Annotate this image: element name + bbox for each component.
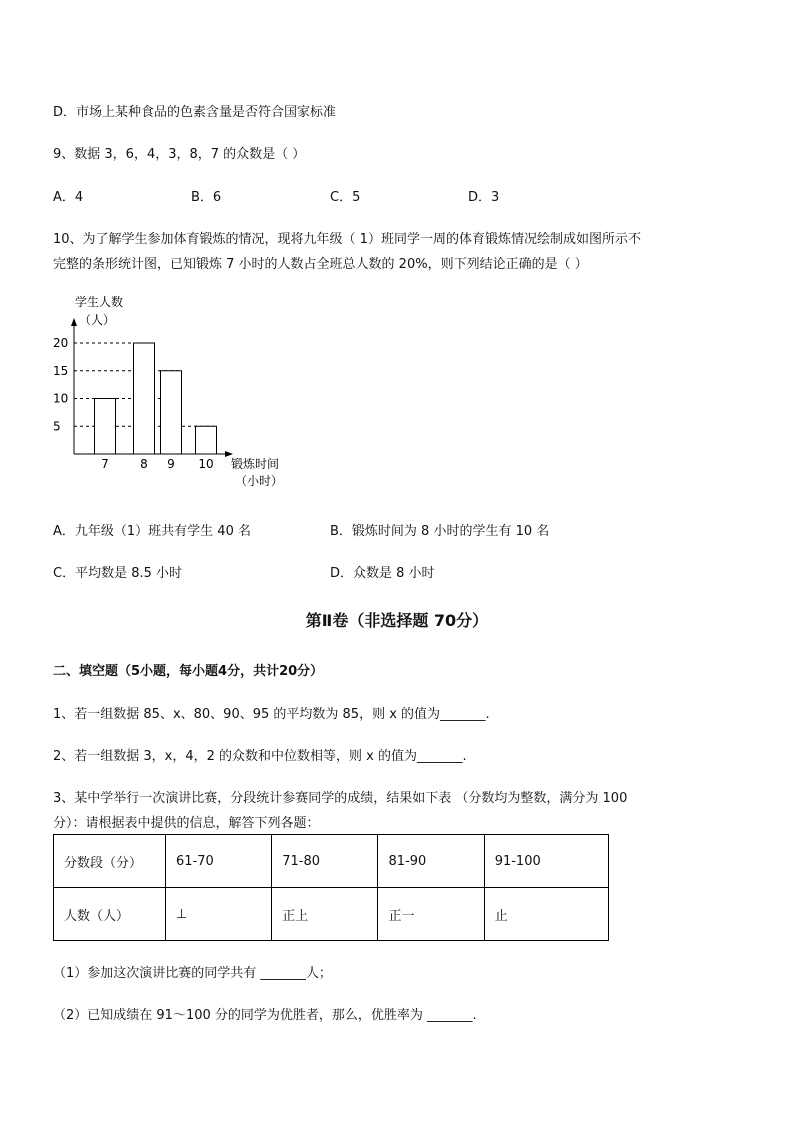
table-row bbox=[54, 835, 609, 888]
score-table bbox=[53, 834, 609, 941]
y-axis-label-line2: （人） bbox=[79, 313, 116, 327]
prev-question-option-d: D．市场上某种食品的色素含量是否符合国家标准 bbox=[53, 105, 337, 120]
table-cell: 正一 bbox=[378, 888, 484, 941]
fill-q2: 2、若一组数据 3，x，4，2 的众数和中位数相等，则 x 的值为_______. bbox=[53, 749, 467, 764]
table-cell: 81-90 bbox=[378, 835, 484, 888]
fill-q3-sub1: （1）参加这次演讲比赛的同学共有 _______人； bbox=[53, 966, 332, 981]
fill-q3-sub2: （2）已知成绩在 91～100 分的同学为优胜者，那么，优胜率为 _______. bbox=[53, 1008, 477, 1023]
table-cell: 人数（人） bbox=[54, 888, 166, 941]
q9-option-d: D．3 bbox=[468, 190, 500, 205]
table-cell: 分数段（分） bbox=[54, 835, 166, 888]
q9-option-b: B．6 bbox=[191, 190, 222, 205]
x-tick-label: 7 bbox=[101, 457, 109, 471]
table-row bbox=[54, 888, 609, 941]
table-cell: 正上 bbox=[272, 888, 378, 941]
fill-q3-line2: 分）：请根据表中提供的信息，解答下列各题： bbox=[53, 816, 320, 831]
q10-option-d: D．众数是 8 小时 bbox=[330, 566, 435, 581]
x-tick-label: 8 bbox=[140, 457, 148, 471]
bar-8 bbox=[134, 343, 155, 454]
y-axis-label-line1: 学生人数 bbox=[75, 295, 124, 309]
q10-stem-line2: 完整的条形统计图，已知锻炼 7 小时的人数占全班总人数的 20%，则下列结论正确的是（ ） bbox=[53, 257, 588, 272]
fill-q3-line1: 3、某中学举行一次演讲比赛，分段统计参赛同学的成绩，结果如下表 （分数均为整数，满分为 100 bbox=[53, 791, 628, 806]
q10-stem-line1: 10、为了解学生参加体育锻炼的情况，现将九年级（ 1）班同学一周的体育锻炼情况绘制成如图所示不 bbox=[53, 232, 641, 247]
fill-q1: 1、若一组数据 85、x、80、90、95 的平均数为 85，则 x 的值为_______. bbox=[53, 707, 490, 722]
q10-option-b: B．锻炼时间为 8 小时的学生有 10 名 bbox=[330, 524, 550, 539]
y-tick-label: 15 bbox=[53, 363, 69, 378]
table-cell: 61-70 bbox=[166, 835, 272, 888]
bar-9 bbox=[161, 371, 182, 454]
q9-stem: 9、数据 3，6，4，3，8，7 的众数是（ ） bbox=[53, 147, 306, 162]
y-axis-arrow bbox=[71, 318, 77, 326]
q10-option-a: A．九年级（1）班共有学生 40 名 bbox=[53, 524, 251, 539]
x-axis-label-line2: （小时） bbox=[235, 474, 284, 488]
table-cell: 止 bbox=[484, 888, 608, 941]
bar-10 bbox=[196, 426, 217, 454]
q10-option-c: C．平均数是 8.5 小时 bbox=[53, 566, 183, 581]
table-cell: 91-100 bbox=[484, 835, 608, 888]
bar-chart bbox=[45, 292, 305, 492]
section-heading: 二、填空题（5小题，每小题4分，共计20分） bbox=[53, 664, 324, 679]
x-tick-label: 9 bbox=[167, 457, 175, 471]
y-tick-label: 10 bbox=[53, 391, 69, 406]
table-cell: ⊥ bbox=[166, 888, 272, 941]
y-tick-label: 20 bbox=[53, 336, 69, 350]
q9-option-c: C．5 bbox=[330, 190, 361, 205]
x-tick-label: 10 bbox=[198, 457, 214, 471]
section-title: 第Ⅱ卷（非选择题 70分） bbox=[305, 611, 489, 630]
table-cell: 71-80 bbox=[272, 835, 378, 888]
q9-option-a: A．4 bbox=[53, 190, 84, 205]
x-axis-label-line1: 锻炼时间 bbox=[231, 457, 280, 471]
y-tick-label: 5 bbox=[53, 419, 61, 434]
bar-7 bbox=[95, 399, 116, 455]
